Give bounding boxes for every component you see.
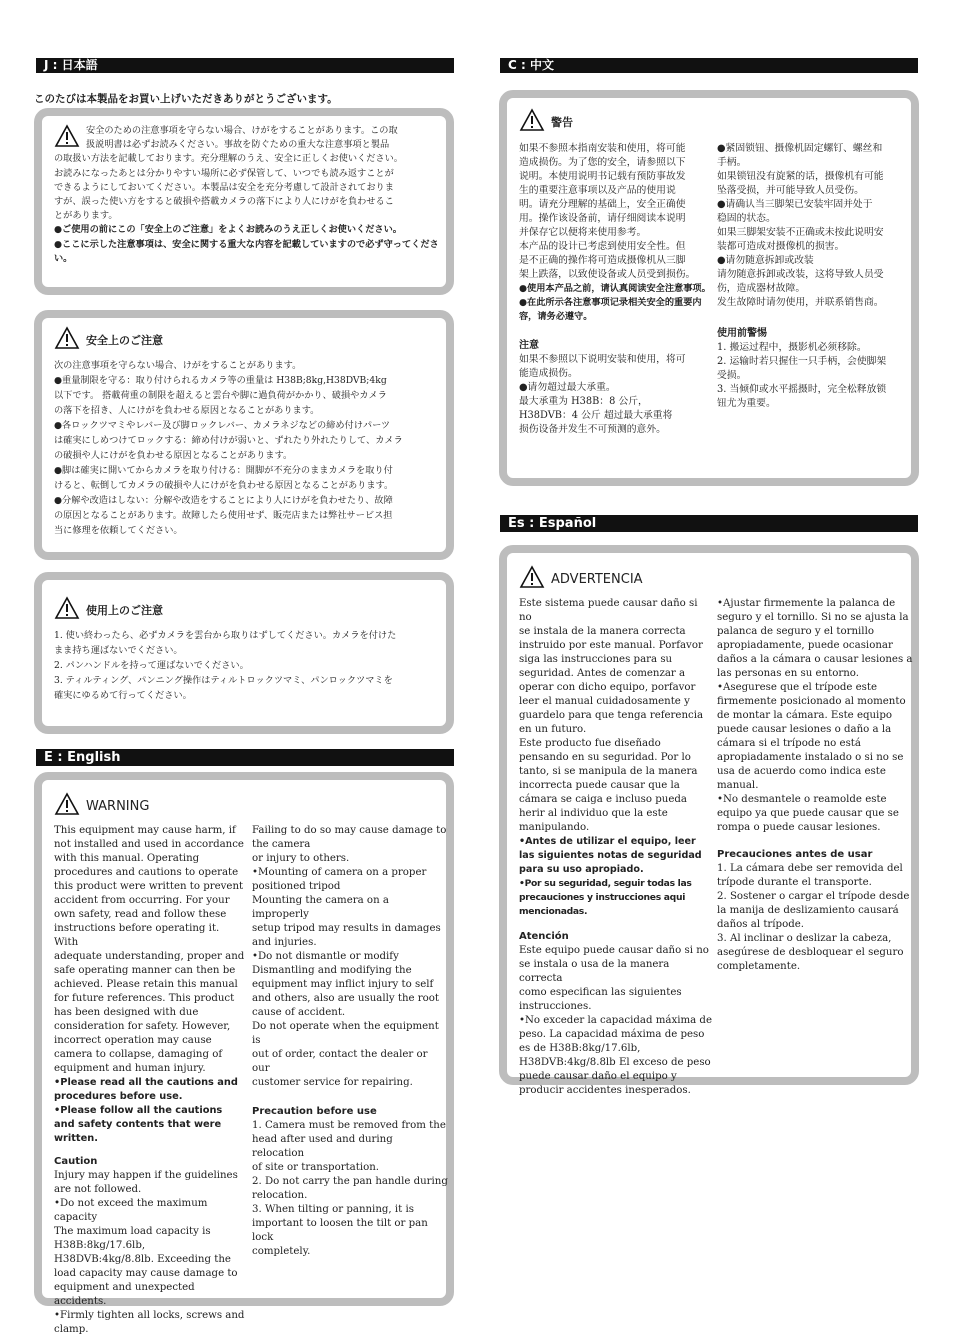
en-right-column: Failing to do so may cause damage to the camera or injury to others. •Mounting of camera on a proper positioned tripod Mounting the camera on a improperly setup tripod may results in damages and injuries. •Do not dismantle or modify Dismantling and modifying the equipment may inflict injury to self and others, also are usually the root cause of accident. Do not operate when the equipment is out of order, contact the dealer or our customer service for repairing. Precaution before use 1. Camera must be removed from the head after used and during relocation of site or transportation. 2. Do not carry the pan handle during relocation. 3. When tilting or panning, it is important to loosen the tilt or pan lock completely. xyxy=(252,825,448,1257)
section-header-english: E : English xyxy=(36,749,454,766)
en-warning-title: WARNING xyxy=(86,798,150,814)
es-title-row xyxy=(519,565,643,593)
en-warning-box xyxy=(34,772,454,1335)
japanese-intro: このたびは本製品をお買い上げいただきありがとうございます。 xyxy=(34,93,338,105)
jp-safety-text: 次の注意事項を守らない場合、けがをすることがあります。 ●重量制限を守る：取り付けられるカメラ等の重量は H38B;8kg,H38DVB;4kg 以下です。 搭載荷重の制限を超えると雲台や脚に過負荷がかかり、破損やカメラ の落下を招き、人にけがを負わせる原因となることがあります。 ●各ロックツマミやレバー及び脚ロックレバー、カメラネジなどの締め付けパーツ は確実にしめつけてロックする：締め付けが弱いと、ずれたり外れたりして、カメラ の破損や人にけがを負わせる原因となることがあります。 ●脚は確実に開いてからカメラを取り付ける：開脚が不充分のままカメラを取り付 けると、転倒してカメラの破損や人にけがを負わせる原因となることがあります。 ●分解や改造はしない：分解や改造をすることにより人にけがを負わせたり、故障 の原因となることがあります。故障したら使用せず、販売店または弊社サービス担 当に修理を依頼してください。 xyxy=(54,360,403,536)
cn-warning-box xyxy=(499,90,919,486)
section-header-spanish: Es : Español xyxy=(500,515,918,532)
cn-title-row xyxy=(519,108,573,136)
es-warning-title: ADVERTENCIA xyxy=(551,571,643,587)
jp-warning-text: 安全のための注意事項を守らない場合、けがをすることがあります。この取 扱説明書は必ずお読みください。事故を防ぐための重大な注意事項と製品 の取扱い方法を記載しております。充分理解のうえ、安全に正しくお使いください。 お読みになったあとは分かりやすい場所に必ず保管して、いつでも読み返すことが できるようにしておいてください。本製品は安全を充分考慮して設計されておりま すが、誤った使い方をすると破損や搭載カメラの落下により人にけがを負わせるこ とがあります。 ●ご使用の前にこの「安全上のご注意」をよくお読みのうえ正しくお使いください。 ●ここに示した注意事項は、安全に関する重大な内容を記載していますので必ず守ってください。 xyxy=(54,125,439,264)
en-left-column: This equipment may cause harm, if not installed and used in accordance with this manual. Operating procedures and cautions to operate this product were written to prevent accident from occurring. For your own safety, read and follow these instructions before operating it. With adequate understanding, proper and safe operating manner can then be achieved. Please retain this manual for future references. This product has been designed with due consideration for safety. However, incorrect operation may cause camera to collapse, damaging of equipment and human injury. •Please read all the cautions and procedures before use. •Please follow all the cautions and safety contents that were written. Caution Injury may happen if the guidelines are not followed. •Do not exceed the maximum capacity The maximum load capacity is H38B:8kg/17.6lb, H38DVB:4kg/8.8lb. Exceeding the load capacity may cause damage to equipment and unexpected accidents. •Firmly tighten all locks, screws and clamp. xyxy=(54,825,245,1335)
warning-icon xyxy=(54,326,80,354)
jp-safety-title: 安全上のご注意 xyxy=(86,334,163,347)
es-left-column: Este sistema puede causar daño si no se instala de la manera correcta instruido por este manual. Porfavor siga las instrucciones para su seguridad. Antes de comenzar a operar con dicho equipo, porfavor leer el manual cuidadosamente y guardelo para que tenga referencia en un futuro. Este producto fue diseñado pensando en su seguridad. Por lo tanto, si se manipula de la manera incorrecta puede causar que la cámara se caiga e incluso pueda herir al individuo que la este manipulando. •Antes de utilizar el equipo, leer las siguientes notas de seguridad para su uso apropiado. •Por su seguridad, seguir todas las precauciones y instrucciones aqui mencionadas. Atención Este equipo puede causar daño si no se instala o usa de la manera correcta como especifican las siguientes instrucciones. •No exceder la capacidad máxima de peso. La capacidad máxima de peso es de H38B:8kg/17.6lb, H38DVB:4kg/8.8lb El exceso de peso puede causar daño el equipo y producir accidentes inesperados. xyxy=(519,598,712,1096)
cn-warning-title: 警告 xyxy=(551,116,573,129)
en-title-row xyxy=(54,792,446,820)
jp-usage-text: 1. 使い終わったら、必ずカメラを雲台から取りはずしてください。カメラを付けた まま持ち運ばないでください。 2. パンハンドルを持って運ばないでください。 3. ティルティング、パンニング操作はティルトロックツマミ、パンロックツマミを 確実にゆるめて行ってください。 xyxy=(54,630,397,701)
section-header-chinese: C : 中文 xyxy=(500,58,918,73)
jp-warning-box xyxy=(34,108,454,295)
jp-usage-title: 使用上のご注意 xyxy=(86,604,163,617)
warning-icon xyxy=(54,124,80,152)
warning-icon xyxy=(54,596,80,624)
warning-icon xyxy=(519,108,545,136)
es-warning-box xyxy=(499,545,919,1096)
jp-usage-title-row xyxy=(54,596,446,624)
cn-left-column: 如果不参照本指南安装和使用，将可能 造成损伤。为了您的安全，请参照以下 说明。本使用说明书记载有预防事故发 生的重要注意事项以及产品的使用说 明。请充分理解的基础上，安全正确使 用。操作该设备前，请仔细阅读本说明 并保存它以便将来使用参考。 本产品的设计已考虑到使用安全性。但 是不正确的操作将可造成摄像机从三脚 架上跌落，以致使设备或人员受到损伤。 ●使用本产品之前，请认真阅读安全注意事项。 ●在此所示各注意事项记录相关安全的重要内容，请务必遵守。 注意 如果不参照以下说明安装和使用，将可 能造成损伤。 ●请勿超过最大承重。 最大承重为 H38B：8 公斤， H38DVB：4 公斤 超过最大承重将 损伤设备并发生不可预测的意外。 xyxy=(519,143,711,435)
warning-icon xyxy=(519,565,545,593)
warning-icon xyxy=(54,792,80,820)
jp-usage-box xyxy=(34,572,454,734)
jp-safety-title-row xyxy=(54,326,446,354)
section-header-japanese: J : 日本語 xyxy=(36,58,454,73)
es-right-column: •Ajustar firmemente la palanca de seguro y el tornillo. Si no se ajusta la palanca de seguro y el tornillo apropiadamente, puede ocasionar daños a la cámara o causar lesiones a las personas en su entorno. •Asegurese que el trípode este firmemente posicionado al momento de montar la cámara. Este equipo puede causar lesiones o daño a la cámara si el trípode no está apropiadamente instalado o si no se usa de acuerdo como indica este manual. •No desmantele o reamolde este equipo ya que puede causar que se rompa o puede causar lesiones. Precauciones antes de usar 1. La cámara debe ser removida del trípode durante el transporte. 2. Sostener o cargar el trípode desde la manija de deslizamiento causará daños al trípode. 3. Al inclinar o deslizar la cabeza, asegúrese de desbloquear el seguro completamente. xyxy=(717,598,913,972)
cn-right-column: ●紧固锁钮、摄像机固定螺钉、螺丝和 手柄。 如果锁钮没有旋紧的话，摄像机有可能 坠落受损，并可能导致人员受伤。 ●请确认当三脚架已安装牢固并处于 稳固的状态。 如果三脚架安装不正确或未按此说明安 装都可造成对摄像机的损害。 ●请勿随意拆卸或改装 请勿随意拆卸或改装，这将导致人员受 伤，造成器材故障。 发生故障时请勿使用，并联系销售商。 使用前警惕 1. 搬运过程中，摄影机必须移除。 2. 运输时若只握住一只手柄，会使脚架 受损。 3. 当倾仰或水平摇摄时，完全松释放锁 钮尤为重要。 xyxy=(717,143,887,409)
jp-safety-box xyxy=(34,310,454,560)
